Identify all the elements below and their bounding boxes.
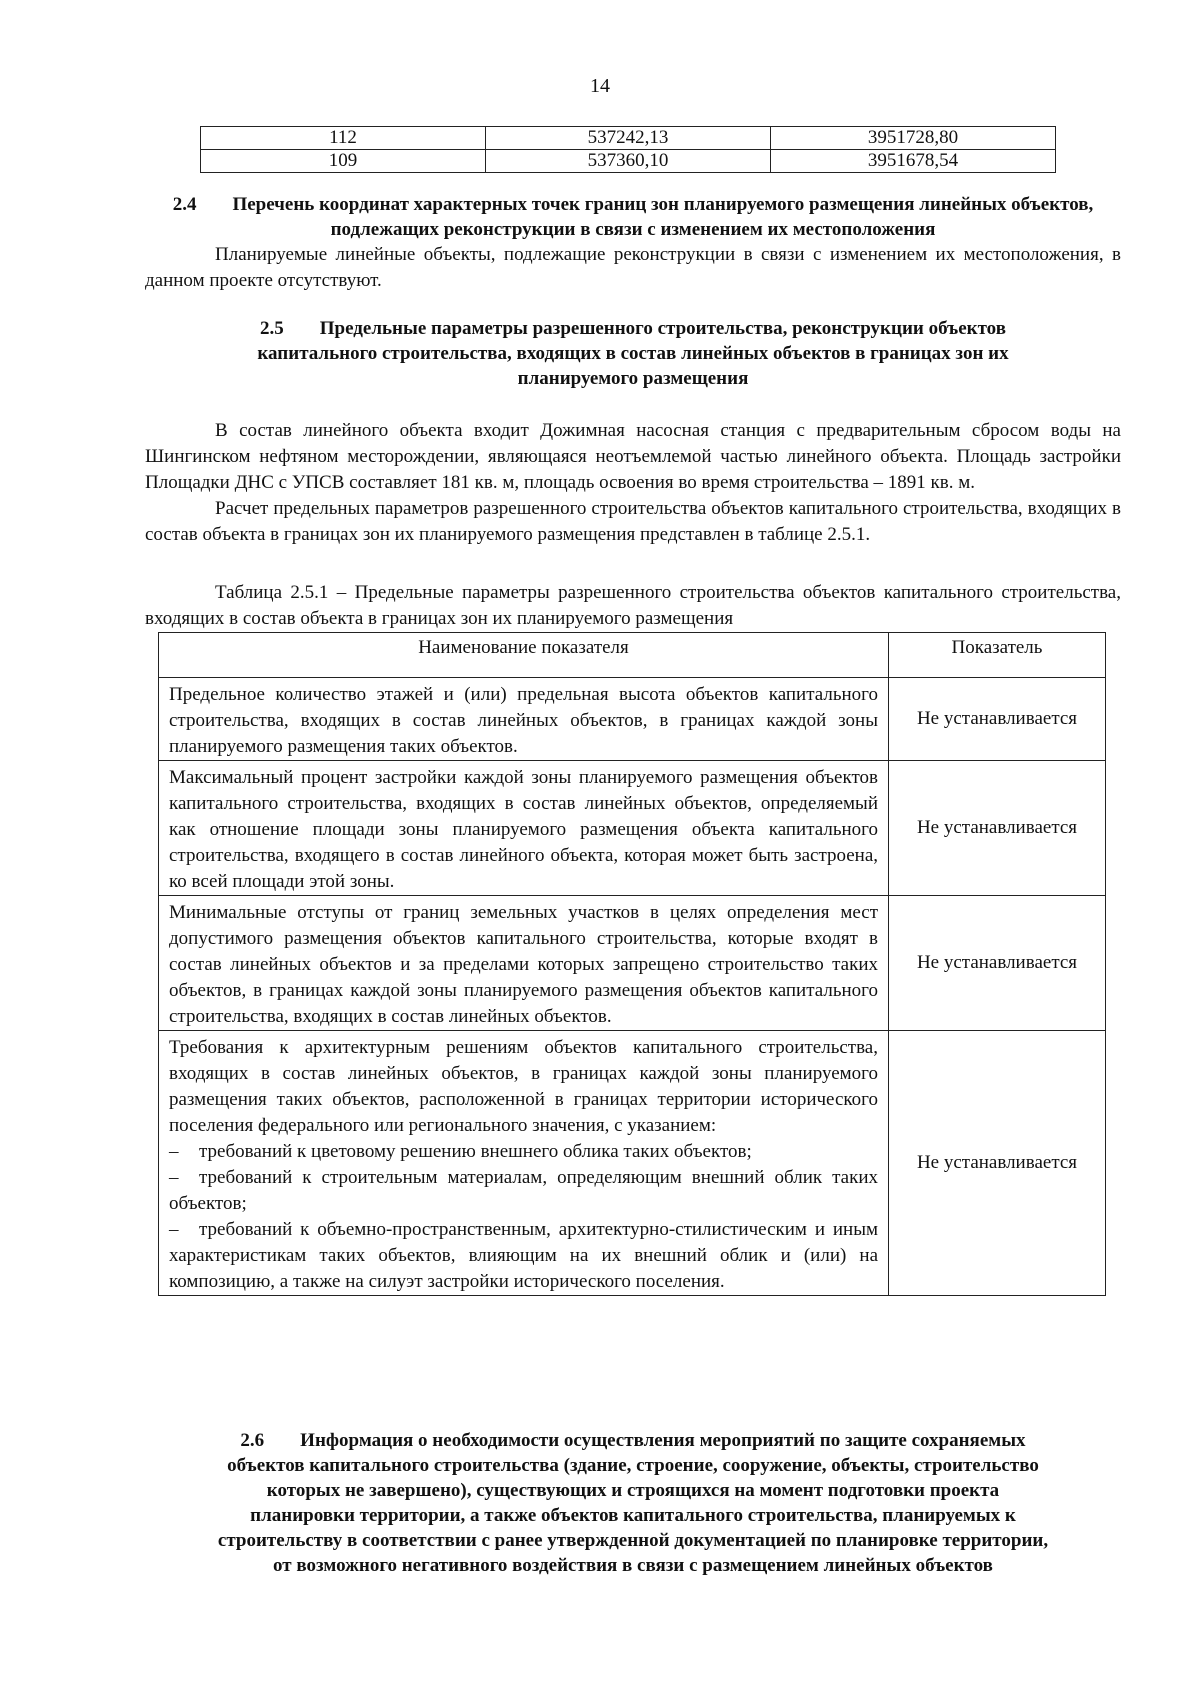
parameter-name: Максимальный процент застройки каждой зоны планируемого размещения объектов капитального строительства, входящих в состав линейных объектов, определяемый как отношение площади зоны планируемого размещения объекта капитального строительства, входящего в состав линейного объекта, которая может быть застроена, ко всей площади этой зоны. — [159, 761, 889, 896]
parameter-name-cell — [159, 1031, 889, 1296]
parameters-table — [158, 632, 1106, 1296]
section-2-5 — [145, 316, 1121, 391]
paragraph-text: Расчет предельных параметров разрешенного строительства объектов капитального строительства, входящих в состав объекта в границах зон их планируемого размещения представлен в таблице 2.5.1. — [145, 498, 1121, 545]
section-paragraph — [145, 418, 1121, 548]
parameter-value: Не устанавливается — [889, 678, 1106, 761]
section-title-line: Предельные параметры разрешенного строительства, реконструкции объектов — [319, 318, 1006, 339]
parameter-name: Минимальные отступы от границ земельных участков в целях определения мест допустимого размещения объектов капитального строительства, которые входят в состав линейных объектов и за пределами которых запрещено строительство таких объектов, в границах каждой зоны планируемого размещения объектов капитального строительства, входящих в состав линейных объектов. — [159, 896, 889, 1031]
section-paragraph — [145, 242, 1121, 294]
paragraph-text: В состав линейного объекта входит Дожимная насосная станция с предварительным сбросом воды на Шингинском нефтяном месторождении, являющаяся неотъемлемой частью линейного объекта. Площадь застройки Площадки ДНС с УПСВ составляет 181 кв. м, площадь освоения во время строительства – 1891 кв. м. — [145, 420, 1121, 493]
section-2-4 — [145, 192, 1121, 294]
section-heading — [145, 316, 1121, 391]
list-item-text: требований к объемно-пространственным, архитектурно-стилистическим и иным характеристикам таких объектов, влияющим на их внешний облик и (или) на композицию, а также на силуэт застройки исторического поселения. — [169, 1219, 878, 1292]
column-header-name: Наименование показателя — [159, 633, 889, 678]
list-item — [169, 1217, 878, 1295]
table-row — [159, 678, 1106, 761]
section-title-line: строительству в соответствии с ранее утвержденной документацией по планировке территории, — [217, 1530, 1049, 1551]
table-cell: 3951728,80 — [771, 127, 1056, 150]
list-item-text: требований к строительным материалам, определяющим внешний облик таких объектов; — [169, 1167, 878, 1214]
section-title: Перечень координат характерных точек границ зон планируемого размещения линейных объектов, подлежащих реконструкции в связи с изменением их местоположения — [232, 194, 1094, 240]
page-number: 14 — [590, 75, 610, 97]
table-row — [159, 761, 1106, 896]
coordinates-table — [200, 126, 1056, 173]
section-title-line: Информация о необходимости осуществления мероприятий по защите сохраняемых — [300, 1430, 1026, 1451]
list-item-text: требований к цветовому решению внешнего облика таких объектов; — [199, 1141, 752, 1162]
section-number: 2.5 — [260, 318, 284, 339]
section-number: 2.4 — [172, 194, 197, 215]
list-item — [169, 1139, 878, 1165]
table-header-row — [159, 633, 1106, 678]
section-title-line: планировки территории, а также объектов капитального строительства, планируемых к — [250, 1505, 1016, 1526]
parameter-name: Требования к архитектурным решениям объектов капитального строительства, входящих в состав линейных объектов, в границах каждой зоны планируемого размещения таких объектов, расположенной в границах территории исторического поселения федерального или регионального значения, с указанием: — [169, 1037, 878, 1136]
section-title-line: планируемого размещения — [517, 368, 749, 389]
dash-marker: – — [169, 1167, 179, 1188]
table-cell: 537242,13 — [486, 127, 771, 150]
parameter-value: Не устанавливается — [889, 1031, 1106, 1296]
section-number: 2.6 — [240, 1430, 265, 1451]
table-row — [201, 127, 1056, 150]
table-row — [159, 896, 1106, 1031]
section-title-line: от возможного негативного воздействия в связи с размещением линейных объектов — [273, 1555, 993, 1576]
table-row — [201, 150, 1056, 173]
section-title-line: объектов капитального строительства (здание, строение, сооружение, объекты, строительство — [227, 1455, 1039, 1476]
table-cell: 112 — [201, 127, 486, 150]
paragraph-text: Планируемые линейные объекты, подлежащие реконструкции в связи с изменением их местоположения, в данном проекте отсутствуют. — [145, 244, 1121, 291]
section-heading — [145, 192, 1121, 242]
parameter-value: Не устанавливается — [889, 761, 1106, 896]
table-caption-text: Таблица 2.5.1 – Предельные параметры разрешенного строительства объектов капитального строительства, входящих в состав объекта в границах зон их планируемого размещения — [145, 582, 1121, 629]
dash-marker: – — [169, 1141, 179, 1162]
column-header-value: Показатель — [889, 633, 1106, 678]
table-cell: 109 — [201, 150, 486, 173]
section-title-line: капитального строительства, входящих в состав линейных объектов в границах зон их — [257, 343, 1009, 364]
parameter-value: Не устанавливается — [889, 896, 1106, 1031]
table-caption — [145, 580, 1121, 632]
table-cell: 3951678,54 — [771, 150, 1056, 173]
dash-marker: – — [169, 1219, 179, 1240]
parameter-name: Предельное количество этажей и (или) предельная высота объектов капитального строительства, входящих в состав линейных объектов, в границах каждой зоны планируемого размещения таких объектов. — [159, 678, 889, 761]
table-cell: 537360,10 — [486, 150, 771, 173]
table-row — [159, 1031, 1106, 1296]
section-2-6 — [145, 1428, 1121, 1578]
section-title-line: которых не завершено), существующих и строящихся на момент подготовки проекта — [266, 1480, 1000, 1501]
section-heading — [145, 1428, 1121, 1578]
list-item — [169, 1165, 878, 1217]
